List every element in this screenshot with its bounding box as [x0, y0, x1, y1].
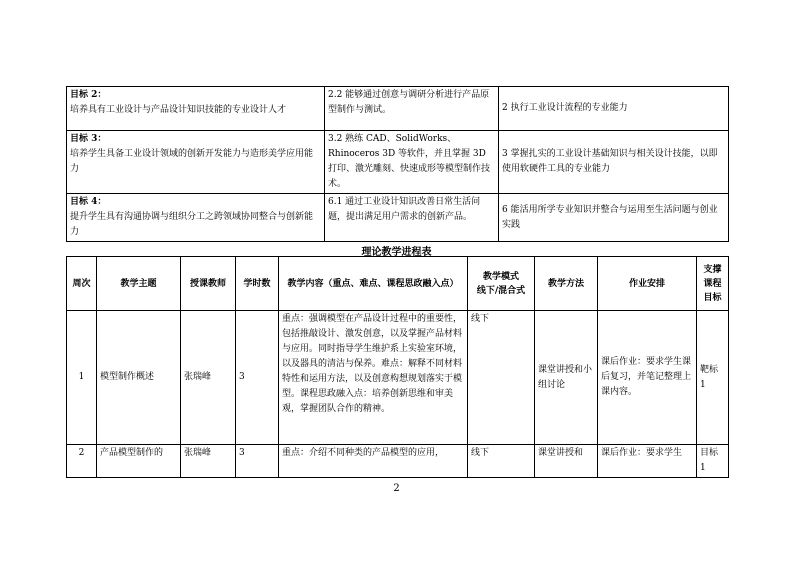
header-support-line1: 支撑: [703, 264, 722, 275]
goal-description: 提升学生具有沟通协调与组织分工之跨领域协同整合与创新能力: [70, 212, 314, 237]
table-row: [67, 445, 729, 478]
header-mode-line2: 线下/混合式: [476, 285, 526, 296]
week-cell: 1: [67, 311, 97, 445]
goal-title: 目标 4：: [70, 197, 107, 207]
support-cell: 靶标 1: [697, 311, 729, 445]
header-row: [67, 257, 729, 311]
header-teacher: 授课教师: [181, 257, 236, 311]
goal-cell: [67, 194, 325, 242]
header-week: 周次: [67, 257, 97, 311]
goal-title: 目标 3：: [70, 134, 107, 144]
hours-cell: 3: [236, 445, 279, 478]
week-cell: 2: [67, 445, 97, 478]
indicator-cell: 2.2 能够通过创意与调研分析进行产品原型制作与测试。: [325, 87, 499, 131]
header-hours: 学时数: [236, 257, 279, 311]
support-cell: 目标 1: [697, 445, 729, 478]
goal-row: [67, 131, 729, 194]
goal-row: [67, 87, 729, 131]
teacher-cell: 张瑞峰: [181, 311, 236, 445]
schedule-caption: 理论教学进程表: [361, 247, 432, 258]
mode-cell: 线下: [468, 445, 535, 478]
topic-cell: 模型制作概述: [97, 311, 181, 445]
header-support: [697, 257, 729, 311]
goal-title: 目标 2：: [70, 90, 107, 100]
goal-cell: [67, 87, 325, 131]
header-support-line3: 目标: [703, 292, 722, 303]
homework-cell: 课后作业：要求学生课后复习，并笔记整理上课内容。: [598, 311, 697, 445]
header-homework: 作业安排: [598, 257, 697, 311]
content-cell: 重点：介绍不同种类的产品模型的应用，: [279, 445, 468, 478]
homework-cell: 课后作业：要求学生: [598, 445, 697, 478]
topic-cell: 产品模型制作的: [97, 445, 181, 478]
schedule-table: [66, 256, 729, 478]
header-content: 教学内容（重点、难点、课程思政融入点）: [279, 257, 468, 311]
goal-row: [67, 194, 729, 242]
goal-cell: [67, 131, 325, 194]
method-cell: 课堂讲授和小组讨论: [535, 311, 598, 445]
header-topic: 教学主题: [97, 257, 181, 311]
goal-description: 培养学生具备工业设计领域的创新开发能力与造形美学应用能力: [70, 149, 314, 174]
indicator-cell: 6.1 通过工业设计知识改善日常生活问题，提出满足用户需求的创新产品。: [325, 194, 499, 242]
ability-cell: 3 掌握扎实的工业设计基础知识与相关设计技能，以即使用软硬件工具的专业能力: [499, 131, 729, 194]
header-method: 教学方法: [535, 257, 598, 311]
hours-cell: 3: [236, 311, 279, 445]
method-cell: 课堂讲授和: [535, 445, 598, 478]
page-number: 2: [393, 483, 400, 494]
header-mode-line1: 教学模式: [482, 271, 519, 282]
table-row: [67, 311, 729, 445]
ability-cell: 2 执行工业设计流程的专业能力: [499, 87, 729, 131]
goal-description: 培养具有工业设计与产品设计知识技能的专业设计人才: [70, 105, 287, 115]
indicator-cell: 3.2 熟练 CAD、SolidWorks、Rhinoceros 3D 等软件，并且掌握 3D 打印、激光雕刻、快速成形等模型制作技术。: [325, 131, 499, 194]
content-cell: 重点：强调模型在产品设计过程中的重要性，包括推敲设计、激发创意，以及掌握产品材料与应用。同时指导学生维护系上实验室环境，以及器具的清洁与保养。难点：解释不同材料特性和运用方法，以及创意构想规划落实于模型。课程思政融入点：培养创新思维和审美观，掌握团队合作的精神。: [279, 311, 468, 445]
ability-cell: 6 能活用所学专业知识并整合与运用至生活问题与创业实践: [499, 194, 729, 242]
mode-cell: 线下: [468, 311, 535, 445]
header-support-line2: 课程: [703, 278, 722, 289]
goals-table: [66, 86, 729, 242]
header-mode: [468, 257, 535, 311]
teacher-cell: 张瑞峰: [181, 445, 236, 478]
